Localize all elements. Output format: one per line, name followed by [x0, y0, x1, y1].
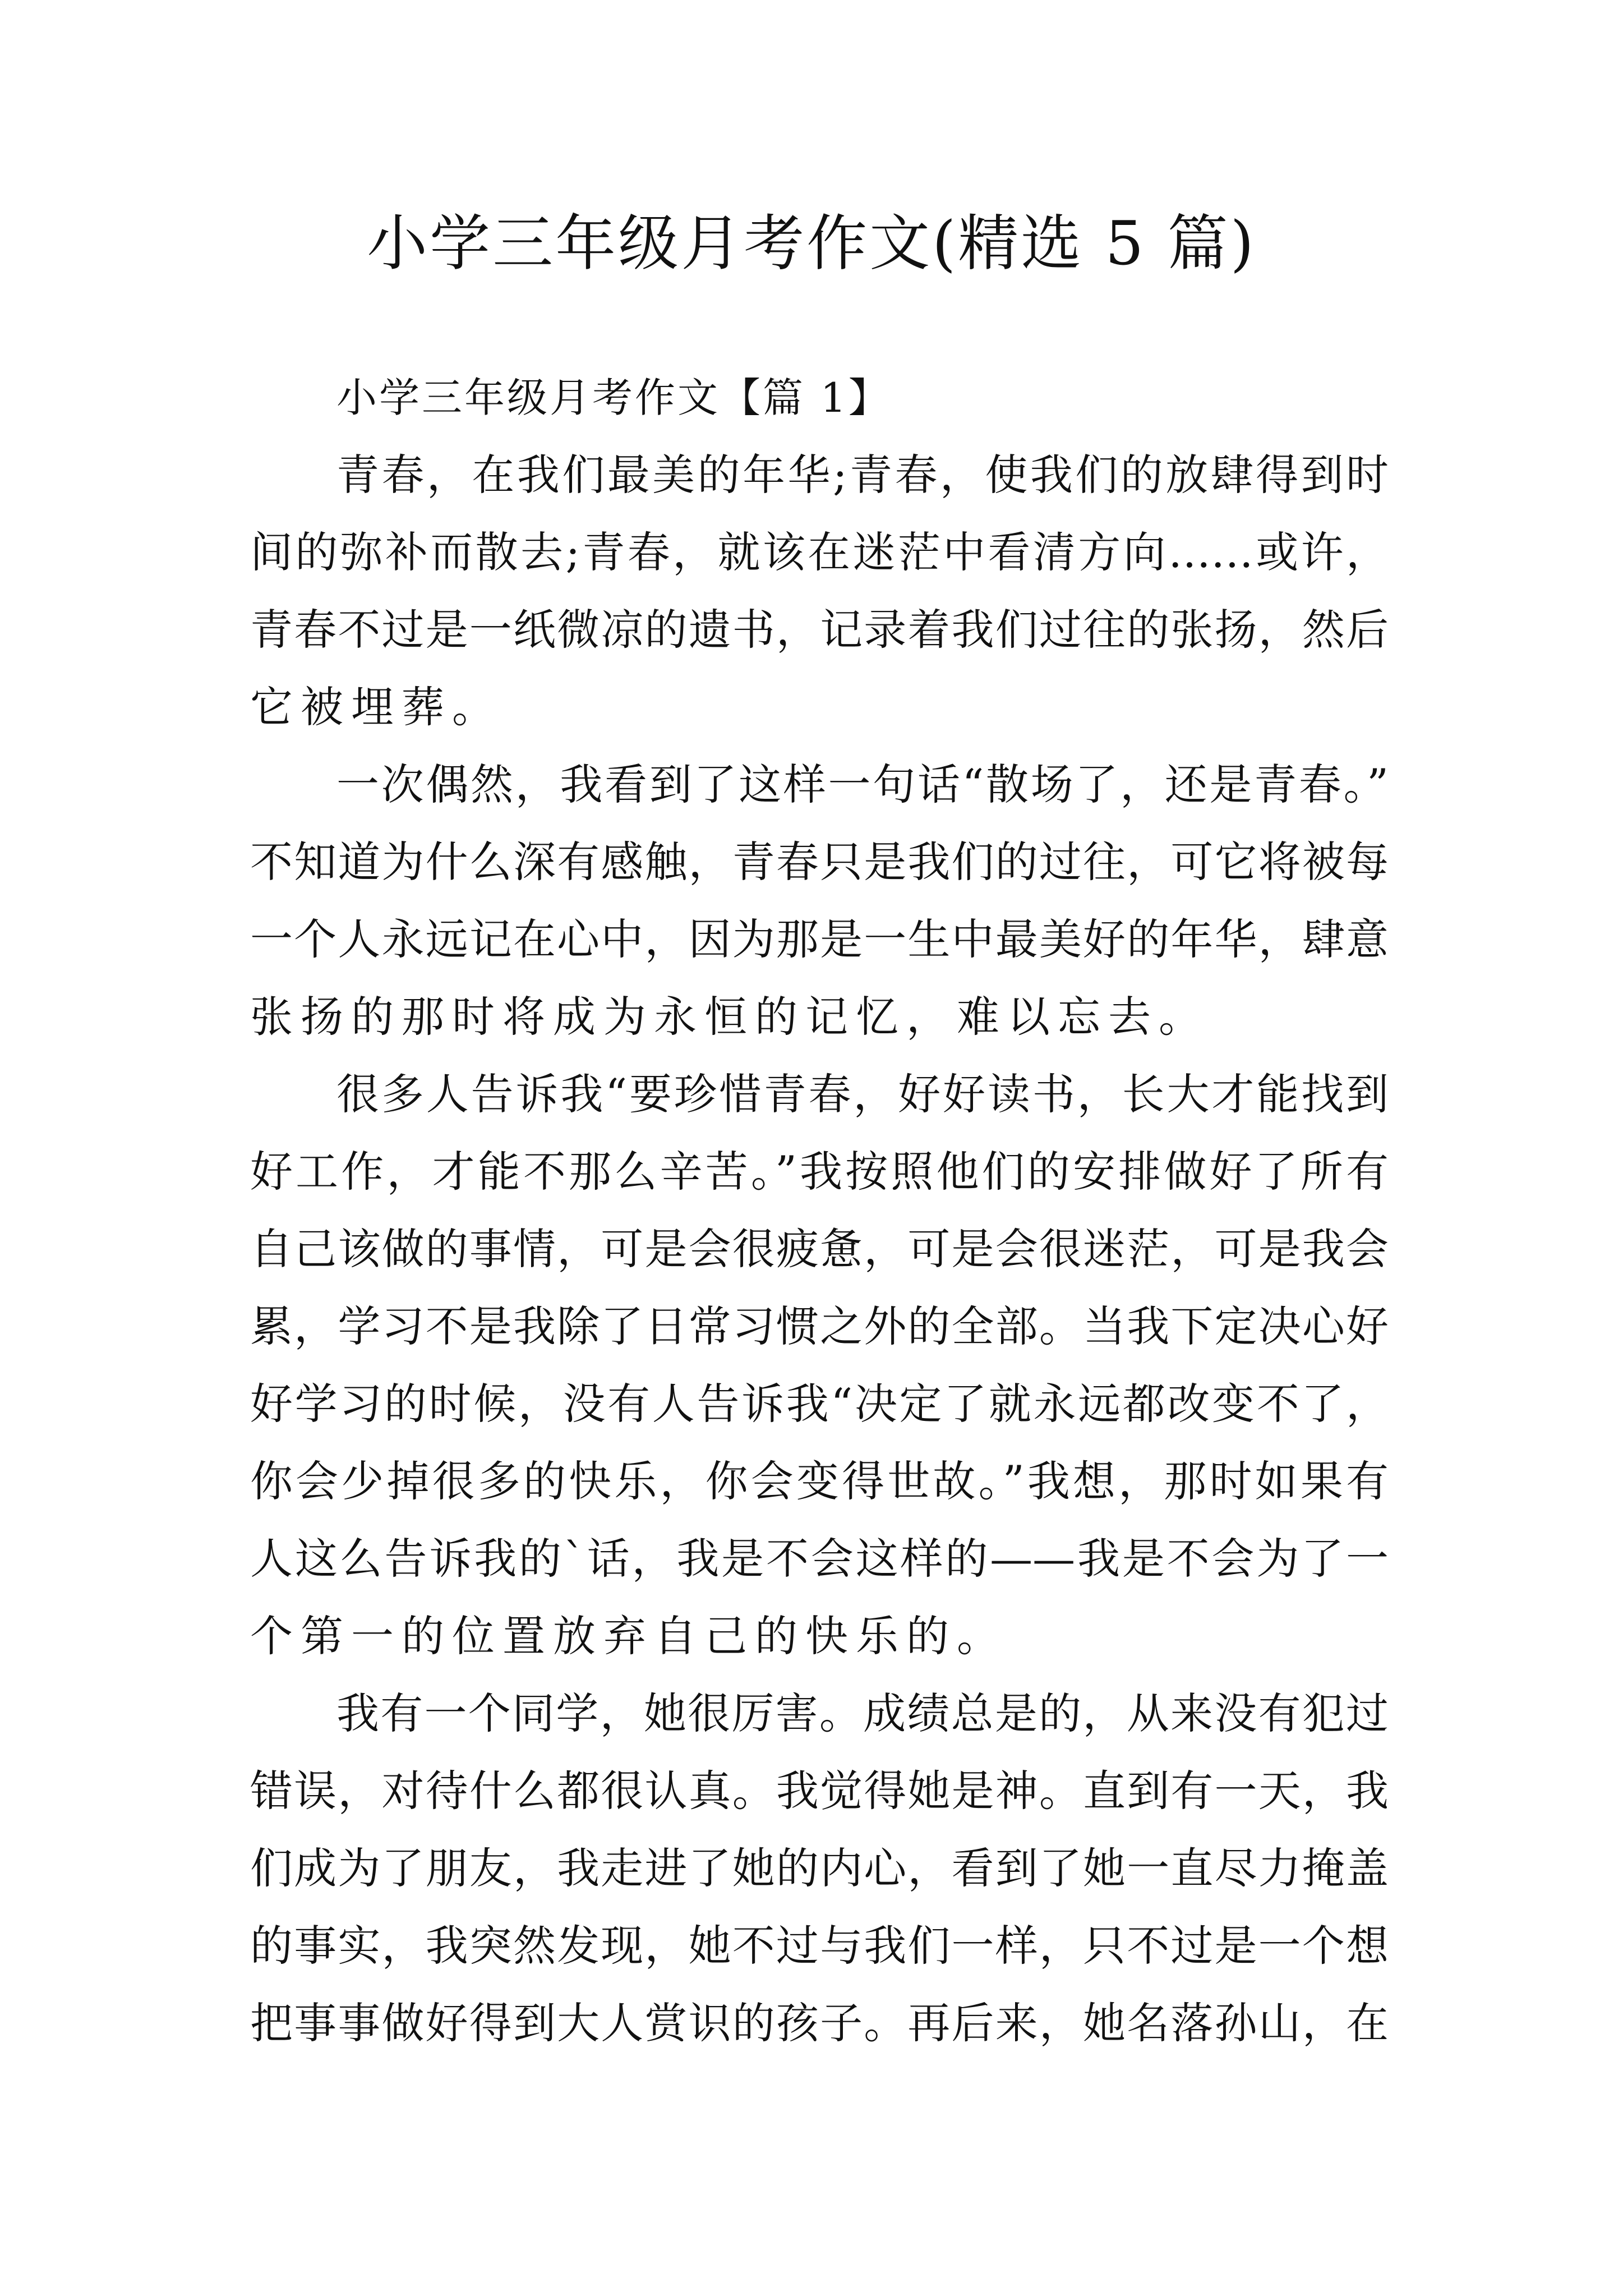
paragraph-3 — [250, 1056, 1389, 1675]
paragraph-line: 不知道为什么深有感触，青春只是我们的过往，可它将被每 — [250, 837, 1389, 887]
paragraph-line: 青春不过是一纸微凉的遗书，记录着我们过往的张扬，然后 — [250, 605, 1389, 655]
document-body — [250, 359, 1389, 2062]
paragraph-line: 们成为了朋友，我走进了她的内心，看到了她一直尽力掩盖 — [250, 1843, 1389, 1893]
paragraph-line: 我有一个同学，她很厉害。成绩总是的，从来没有犯过 — [336, 1688, 1389, 1738]
paragraph-line: 好学习的时候，没有人告诉我“决定了就永远都改变不了， — [250, 1379, 1389, 1429]
paragraph-line: 自己该做的事情，可是会很疲惫，可是会很迷茫，可是我会 — [250, 1224, 1389, 1274]
paragraph-line: 你会少掉很多的快乐，你会变得世故。”我想，那时如果有 — [250, 1456, 1389, 1506]
paragraph-line: 张扬的那时将成为永恒的记忆，难以忘去。 — [250, 992, 1209, 1042]
section-heading: 小学三年级月考作文【篇 1】 — [336, 374, 891, 421]
paragraph-2 — [250, 746, 1389, 1056]
paragraph-4 — [250, 1675, 1389, 2062]
paragraph-line: 青春，在我们最美的年华;青春，使我们的放肆得到时 — [336, 450, 1389, 500]
paragraph-line: 累，学习不是我除了日常习惯之外的全部。当我下定决心好 — [250, 1301, 1389, 1351]
paragraph-line: 一个人永远记在心中，因为那是一生中最美好的年华，肆意 — [250, 914, 1389, 964]
document-title: 小学三年级月考作文(精选 5 篇) — [367, 209, 1256, 279]
paragraph-1 — [250, 436, 1389, 746]
paragraph-line: 好工作，才能不那么辛苦。”我按照他们的安排做好了所有 — [250, 1147, 1389, 1197]
paragraph-line: 它被埋葬。 — [250, 682, 502, 732]
paragraph-line: 个第一的位置放弃自己的快乐的。 — [250, 1611, 1007, 1661]
paragraph-line: 间的弥补而散去;青春，就该在迷茫中看清方向……或许， — [250, 527, 1389, 577]
paragraph-line: 一次偶然，我看到了这样一句话“散场了，还是青春。” — [336, 760, 1389, 809]
paragraph-line: 人这么告诉我的`话，我是不会这样的——我是不会为了一 — [250, 1534, 1389, 1584]
paragraph-line: 错误，对待什么都很认真。我觉得她是神。直到有一天，我 — [250, 1766, 1389, 1816]
paragraph-line: 把事事做好得到大人赏识的孩子。再后来，她名落孙山，在 — [250, 1998, 1389, 2048]
paragraph-line: 很多人告诉我“要珍惜青春，好好读书，长大才能找到 — [336, 1069, 1389, 1119]
paragraph-line: 的事实，我突然发现，她不过与我们一样，只不过是一个想 — [250, 1921, 1389, 1971]
